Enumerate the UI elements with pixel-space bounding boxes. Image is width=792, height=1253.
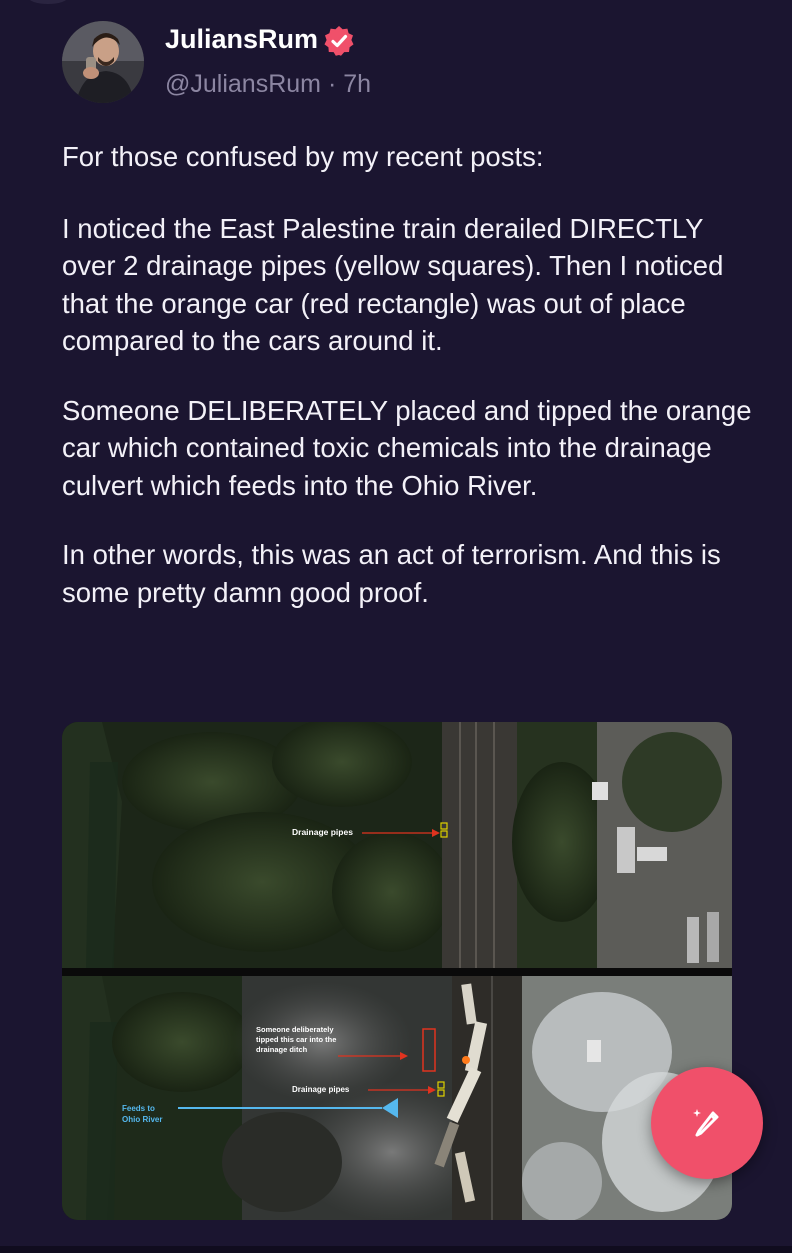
annotation-river-line1: Feeds to xyxy=(122,1104,155,1113)
annotation-car-line1: Someone deliberately xyxy=(256,1025,334,1034)
bottom-divider xyxy=(0,1246,792,1253)
aerial-derailment-image xyxy=(62,722,732,1220)
handle[interactable]: @JuliansRum xyxy=(165,70,321,98)
annotation-river-line2: Ohio River xyxy=(122,1115,163,1124)
compose-button[interactable] xyxy=(651,1067,763,1179)
annotation-car-line3: drainage ditch xyxy=(256,1045,308,1054)
post-paragraph: In other words, this was an act of terrorism. And this is some pretty damn good proof. xyxy=(62,539,721,608)
handle-line xyxy=(165,70,371,99)
post-paragraph: For those confused by my recent posts: xyxy=(62,141,544,172)
author-name[interactable]: JuliansRum xyxy=(165,24,319,54)
post-body xyxy=(62,138,752,643)
post-paragraph: I noticed the East Palestine train derailed DIRECTLY over 2 drainage pipes (yellow squares). Then I noticed that the orange car (red rectangle) was out of place compared to the cars around it. xyxy=(62,212,724,356)
annotation-car-line2: tipped this car into the xyxy=(256,1035,337,1044)
post-image[interactable] xyxy=(62,722,732,1220)
compose-sparkle-pencil-icon xyxy=(685,1101,729,1145)
annotation-drainage-pipes-bottom: Drainage pipes xyxy=(292,1085,350,1094)
verified-badge-icon xyxy=(323,25,355,57)
post-paragraph: Someone DELIBERATELY placed and tipped the orange car which contained toxic chemicals into the drainage culvert which feeds into the Ohio River. xyxy=(62,394,752,501)
top-edge-avatar xyxy=(28,0,68,4)
avatar[interactable] xyxy=(62,21,144,103)
separator-dot: · xyxy=(327,70,337,98)
avatar-photo xyxy=(62,21,144,103)
timestamp[interactable]: 7h xyxy=(343,70,372,98)
annotation-drainage-pipes-top: Drainage pipes xyxy=(292,827,353,837)
